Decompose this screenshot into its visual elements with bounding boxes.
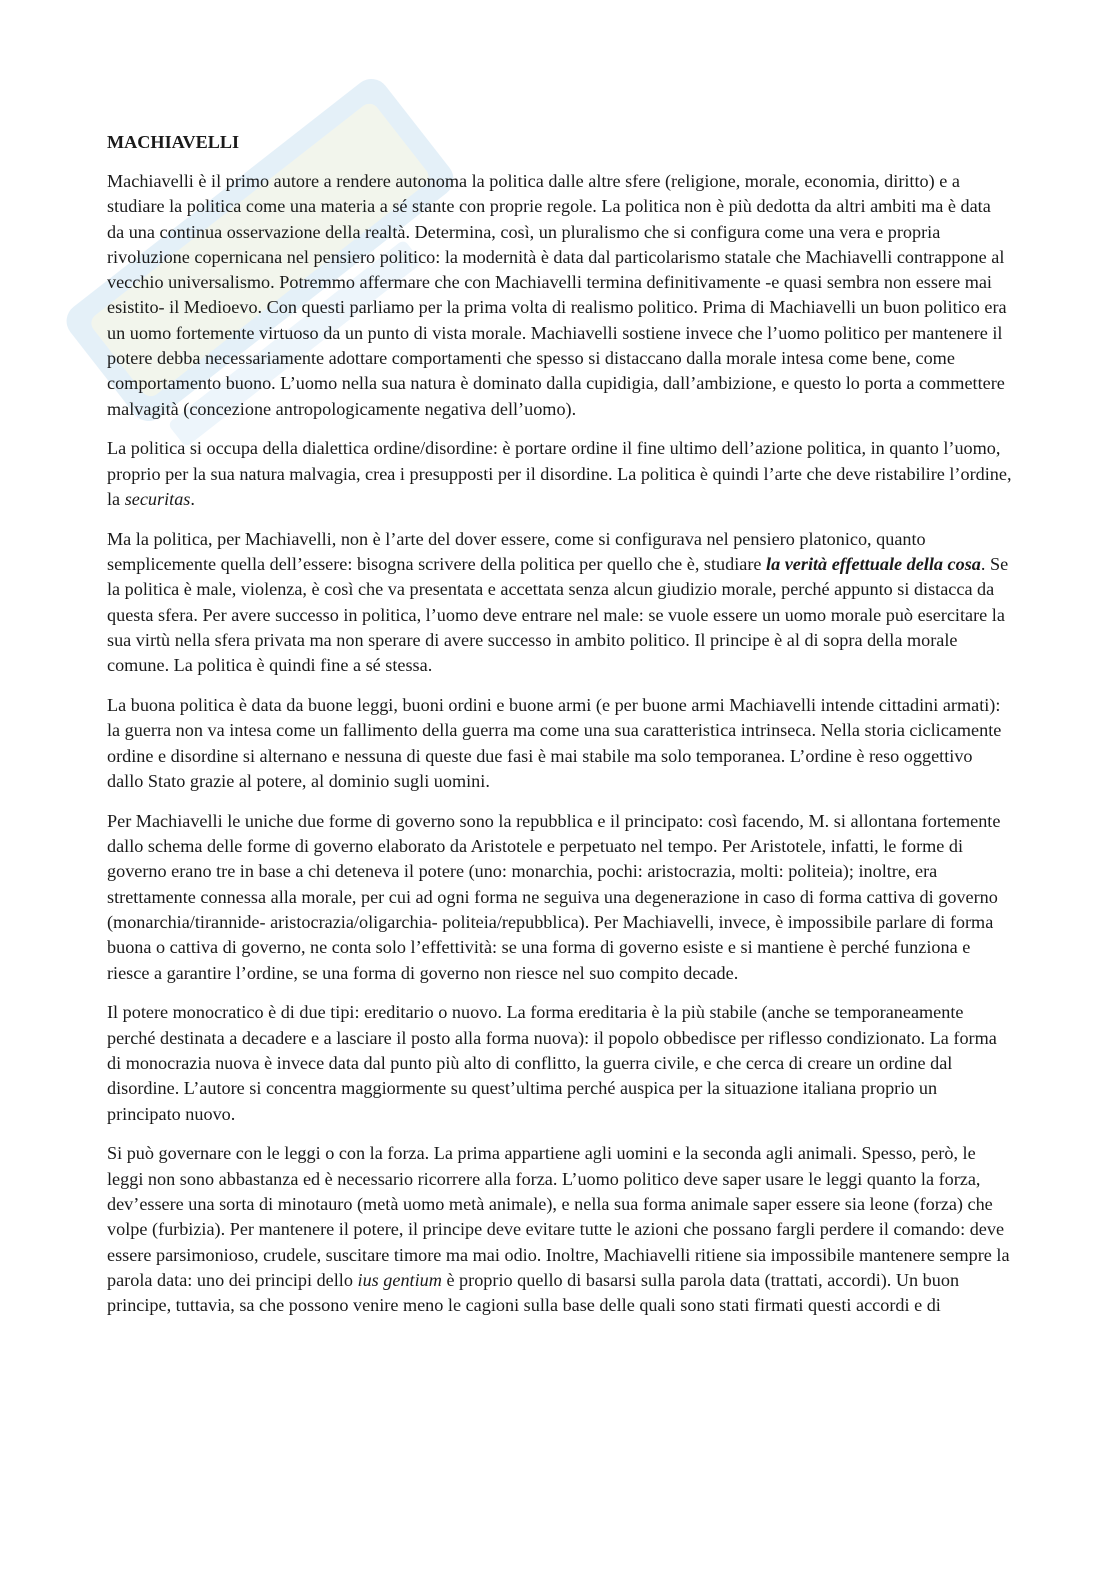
paragraph-text: Machiavelli è il primo autore a rendere autonoma la politica dalle altre sfere (religione, morale, economia, diritto) e a studiare la politica come una materia a sé stante con proprie regole. La politica non è più dedotta da altri ambiti ma è data da una continua osservazione della realtà. Determina, così, un pluralismo che si configura come una vera e propria rivoluzione copernicana nel pensiero politico: la modernità è data dal particolarismo statale che Machiavelli contrappone al vecchio universalismo. Potremmo affermare che con Machiavelli termina definitivamente -e quasi sembra non essere mai esistito- il Medioevo. Con questi parliamo per la prima volta di realismo politico. Prima di Machiavelli un buon politico era un uomo fortemente virtuoso da un punto di vista morale. Machiavelli sostiene invece che l’uomo politico per mantenere il potere debba necessariamente adottare comportamenti che spesso si distaccano dalla morale intesa come bene, come comportamento buono. L’uomo nella sua natura è dominato dalla cupidigia, dall’ambizione, e questo lo porta a commettere malvagità (concezione antropologicamente negativa dell’uomo). [107,171,1007,419]
paragraph [107,436,1012,512]
paragraph [107,693,1012,794]
paragraph-text: è proprio quello di basarsi sulla parola data (trattati, accordi). Un buon principe, tuttavia, sa che possono venire meno le cagioni sulla base delle quali sono stati firmati questi accordi e di [107,1269,960,1316]
emphasis-text: securitas [124,489,191,510]
document-body [107,169,1012,1318]
paragraph [107,1000,1012,1126]
paragraph-text: Ma la politica, per Machiavelli, non è l’arte del dover essere, come si configurava nel pensiero platonico, quanto semplicemente quella dell’essere: bisogna scrivere della politica per quello che è, studiare [107,528,926,575]
paragraph-text: Si può governare con le leggi o con la forza. La prima appartiene agli uomini e la seconda agli animali. Spesso, però, le leggi non sono abbastanza ed è necessario ricorrere alla forza. L’uomo politico deve saper usare le leggi quanto la forza, dev’essere una sorta di minotauro (metà uomo metà animale), e nella sua forma animale saper essere sia leone (forza) che volpe (furbizia). Per mantenere il potere, il principe deve evitare tutte le azioni che possano fargli perdere il comando: deve essere parsimonioso, crudele, suscitare timore ma mai odio. Inoltre, Machiavelli ritiene sia impossibile mantenere sempre la parola data: uno dei principi dello [107,1143,1010,1290]
paragraph [107,809,1012,986]
page-title: MACHIAVELLI [107,132,240,152]
paragraph [107,1141,1012,1318]
paragraph-text: Il potere monocratico è di due tipi: ereditario o nuovo. La forma ereditaria è la più stabile (anche se temporaneamente perché destinata a decadere e a lasciare il posto alla forma nuova): il popolo obbedisce per riflesso condizionato. La forma di monocrazia nuova è invece data dal punto più alto di conflitto, la guerra civile, e che cerca di creare un ordine dal disordine. L’autore si concentra maggiormente su quest’ultima perché auspica per la situazione italiana proprio un principato nuovo. [107,1002,997,1124]
paragraph [107,169,1012,422]
paragraph-text: Per Machiavelli le uniche due forme di governo sono la repubblica e il principato: così facendo, M. si allontana fortemente dallo schema delle forme di governo elaborato da Aristotele e perpetuato nel tempo. Per Aristotele, infatti, le forme di governo erano tre in base a chi deteneva il potere (uno: monarchia, pochi: aristocrazia, molti: politeia); inoltre, era strettamente connessa alla morale, per cui ad ogni forma ne seguiva una degenerazione in caso di forma cattiva di governo (monarchia/tirannide- aristocrazia/oligarchia- politeia/repubblica). Per Machiavelli, invece, è impossibile parlare di forma buona o cattiva di governo, ne conta solo l’effettività: se una forma di governo esiste e si mantiene è perché funziona e riesce a garantire l’ordine, se una forma di governo non riesce nel suo compito decade. [107,810,1001,983]
paragraph-text: . [190,489,195,510]
paragraph-text: La politica si occupa della dialettica ordine/disordine: è portare ordine il fine ultimo dell’azione politica, in quanto l’uomo, proprio per la sua natura malvagia, crea i presupposti per il disordine. La politica è quindi l’arte che deve ristabilire l’ordine, la [107,438,1012,510]
paragraph-text: La buona politica è data da buone leggi, buoni ordini e buone armi (e per buone armi Machiavelli intende cittadini armati): la guerra non va intesa come un fallimento della guerra ma come una sua caratteristica intrinseca. Nella storia ciclicamente ordine e disordine si alternano e nessuna di queste due fasi è mai stabile ma solo temporanea. L’ordine è reso oggettivo dallo Stato grazie al potere, al dominio sugli uomini. [107,695,1002,792]
paragraph-text: . Se la politica è male, violenza, è così che va presentata e accettata senza alcun giudizio morale, perché appunto si distacca da questa sfera. Per avere successo in politica, l’uomo deve entrare nel male: se vuole essere un uomo morale può esercitare la sua virtù nella sfera privata ma non sperare di avere successo in ambito politico. Il principe è al di sopra della morale comune. La politica è quindi fine a sé stessa. [107,554,1009,676]
emphasis-text: ius gentium [357,1269,442,1290]
document-page [107,130,1012,1333]
paragraph [107,527,1012,679]
emphasis-text: la verità effettuale della cosa [766,554,981,575]
